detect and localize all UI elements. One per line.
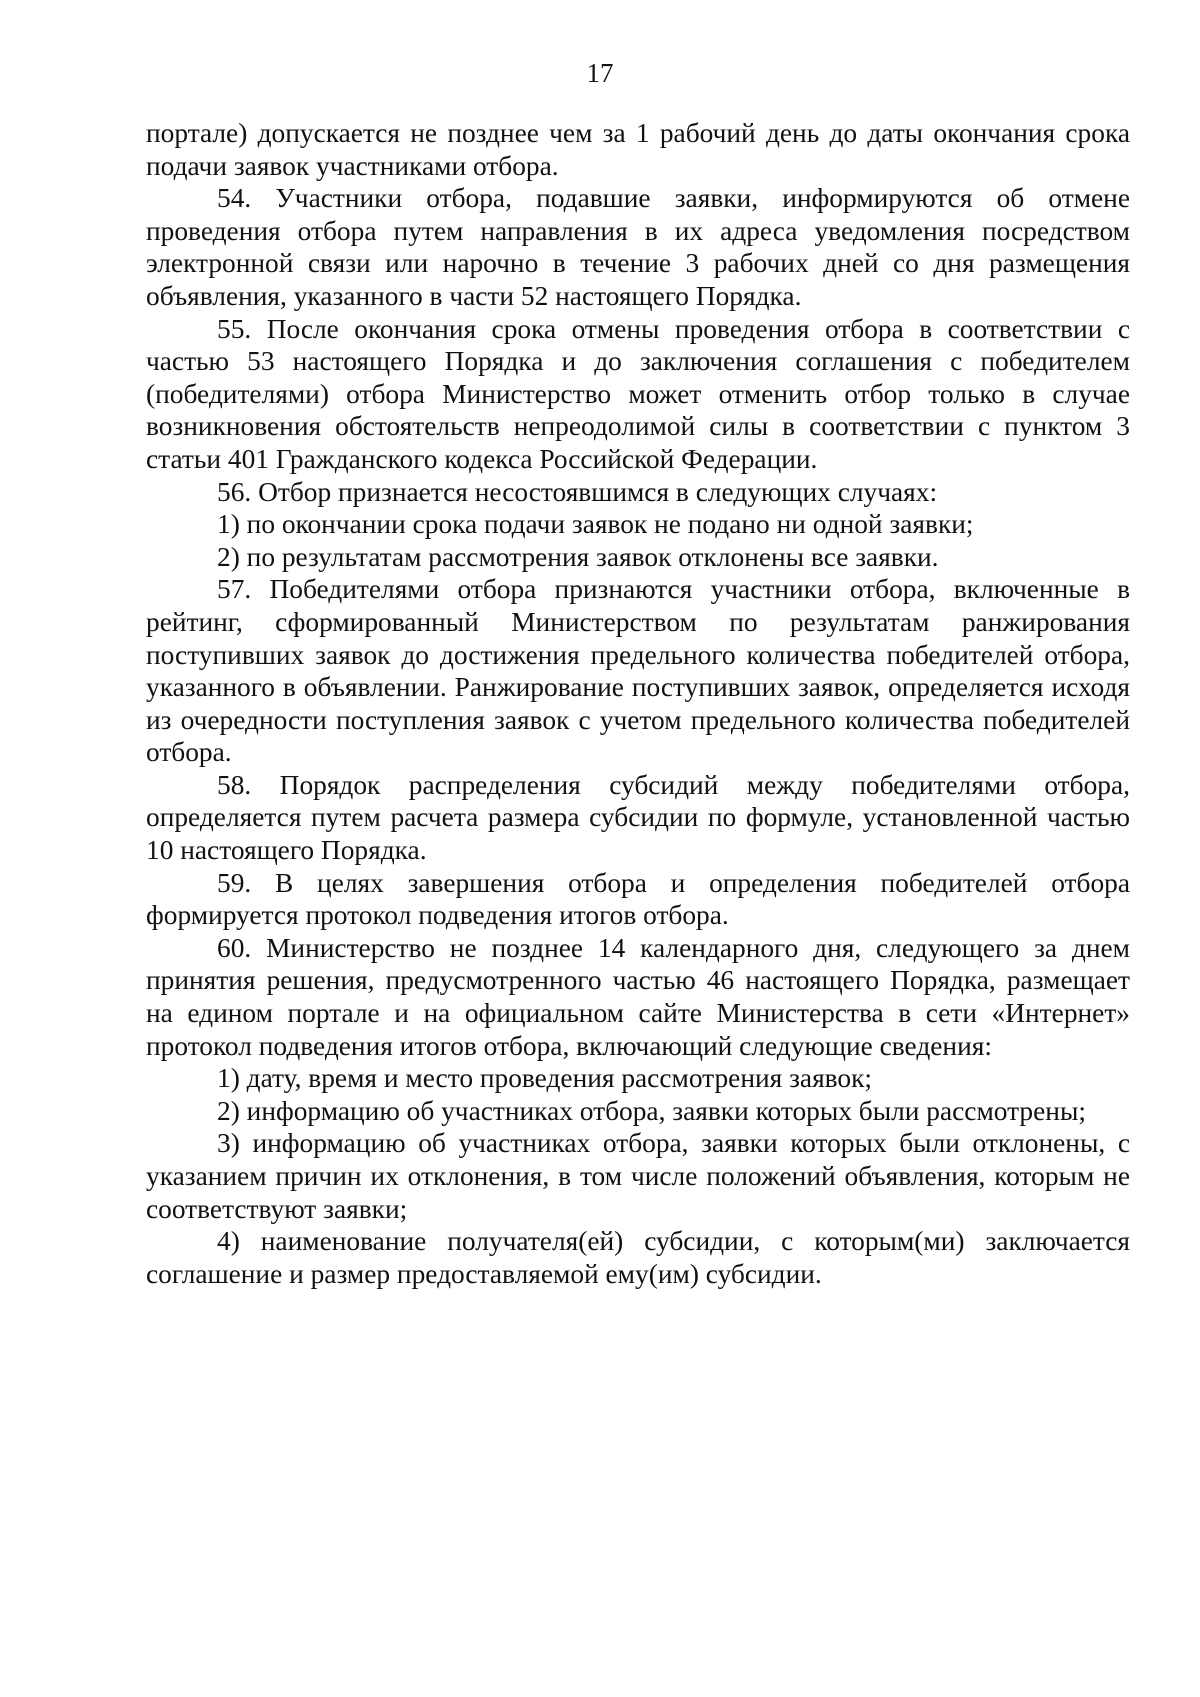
paragraph-60-item-3: 3) информацию об участниках отбора, заявки которых были отклонены, с указанием причин их отклонения, в том числе положений объявления, которым не соответствуют заявки; bbox=[146, 1128, 1130, 1224]
document-body bbox=[146, 117, 1130, 1290]
paragraph-55: 55. После окончания срока отмены проведения отбора в соответствии с частью 53 настоящего Порядка и до заключения соглашения с победителем (победителями) отбора Министерство может отменить отбор только в случае возникновения обстоятельств непреодолимой силы в соответствии с пунктом 3 статьи 401 Гражданского кодекса Российской Федерации. bbox=[146, 313, 1130, 474]
paragraph-58: 58. Порядок распределения субсидий между победителями отбора, определяется путем расчета размера субсидии по формуле, установленной частью 10 настоящего Порядка. bbox=[146, 769, 1130, 866]
paragraph-59: 59. В целях завершения отбора и определения победителей отбора формируется протокол подведения итогов отбора. bbox=[146, 867, 1130, 931]
paragraph-60-item-4: 4) наименование получателя(ей) субсидии, с которым(ми) заключается соглашение и размер предоставляемой ему(им) субсидии. bbox=[146, 1226, 1130, 1289]
paragraph-56-item-1: 1) по окончании срока подачи заявок не подано ни одной заявки; bbox=[217, 509, 974, 540]
paragraph-56-item-2: 2) по результатам рассмотрения заявок отклонены все заявки. bbox=[217, 541, 939, 572]
paragraph-60-item-2: 2) информацию об участниках отбора, заявки которых были рассмотрены; bbox=[217, 1095, 1086, 1126]
paragraph-continuation: портале) допускается не позднее чем за 1 рабочий день до даты окончания срока подачи заявок участниками отбора. bbox=[146, 118, 1130, 181]
page-number: 17 bbox=[586, 58, 614, 88]
paragraph-54: 54. Участники отбора, подавшие заявки, информируются об отмене проведения отбора путем направления в их адреса уведомления посредством электронной связи или нарочно в течение 3 рабочих дней со дня размещения объявления, указанного в части 52 настоящего Порядка. bbox=[146, 183, 1130, 311]
paragraph-60: 60. Министерство не позднее 14 календарного дня, следующего за днем принятия решения, предусмотренного частью 46 настоящего Порядка, размещает на едином портале и на официальном сайте Министерства в сети «Интернет» протокол подведения итогов отбора, включающий следующие сведения: bbox=[146, 932, 1130, 1061]
paragraph-57: 57. Победителями отбора признаются участники отбора, включенные в рейтинг, сформированный Министерством по результатам ранжирования поступивших заявок до достижения предельного количества победителей отбора, указанного в объявлении. Ранжирование поступивших заявок, определяется исходя из очередности поступления заявок с учетом предельного количества победителей отбора. bbox=[146, 574, 1130, 768]
paragraph-56: 56. Отбор признается несостоявшимся в следующих случаях: bbox=[217, 476, 938, 507]
paragraph-60-item-1: 1) дату, время и место проведения рассмотрения заявок; bbox=[217, 1063, 873, 1094]
